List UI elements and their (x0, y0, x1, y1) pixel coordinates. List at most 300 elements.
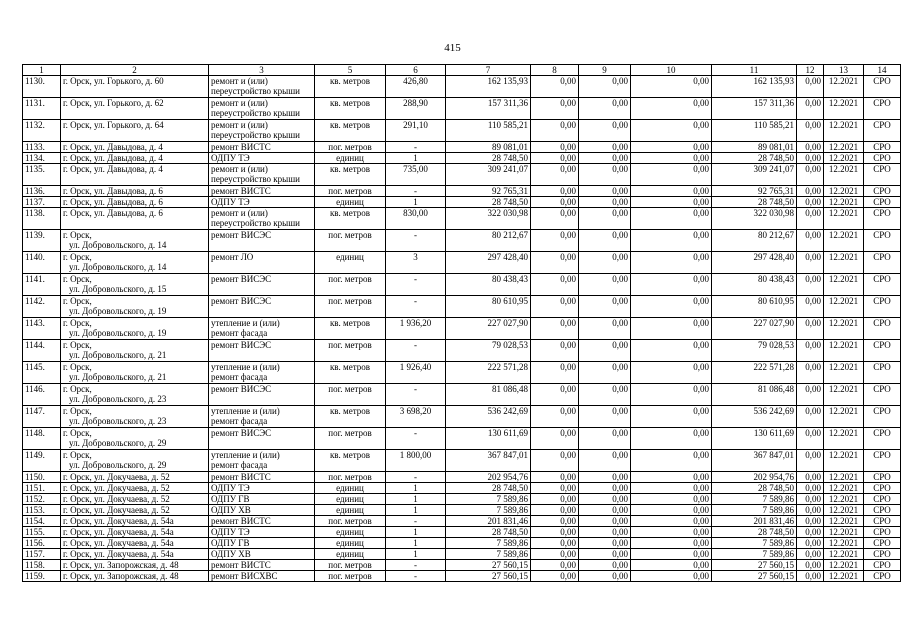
funding-source-cell: СРО (864, 340, 901, 362)
work-type-line: ремонт ВИСТС (211, 186, 271, 196)
funding-source-cell: СРО (864, 516, 901, 527)
total-cost-cell: 7 589,86 (446, 494, 531, 505)
address-line: ул. Добровольского, д. 15 (69, 284, 167, 294)
column-header: 2 (61, 65, 209, 76)
column-9-cell: 0,00 (579, 208, 631, 230)
work-type-cell (209, 483, 315, 494)
unit-cell: пог. метров (315, 230, 386, 252)
quantity-cell: 1 (386, 494, 446, 505)
column-9-cell: 0,00 (579, 549, 631, 560)
total-cost-cell: 28 748,50 (446, 483, 531, 494)
work-type-cell (209, 527, 315, 538)
work-type-line: ремонт фасада (211, 328, 268, 338)
work-type-line: переустройство крыши (211, 174, 300, 184)
address-cell (61, 549, 209, 560)
column-10-cell: 0,00 (631, 362, 712, 384)
table-row (23, 549, 901, 560)
unit-cell: единиц (315, 505, 386, 516)
funding-source-cell: СРО (864, 494, 901, 505)
work-type-line: ремонт и (или) (211, 208, 268, 218)
funding-source-cell: СРО (864, 428, 901, 450)
column-8-cell: 0,00 (531, 538, 579, 549)
column-9-cell: 0,00 (579, 494, 631, 505)
column-11-cell: 80 610,95 (712, 296, 797, 318)
table-row (23, 538, 901, 549)
unit-cell: единиц (315, 153, 386, 164)
column-header: 12 (797, 65, 824, 76)
work-type-cell (209, 505, 315, 516)
address-line: г. Орск, ул. Давыдова, д. 6 (63, 208, 163, 218)
column-11-cell: 322 030,98 (712, 208, 797, 230)
column-8-cell: 0,00 (531, 450, 579, 472)
column-9-cell: 0,00 (579, 142, 631, 153)
completion-date-cell: 12.2021 (824, 164, 864, 186)
funding-source-cell: СРО (864, 230, 901, 252)
work-type-cell (209, 450, 315, 472)
unit-cell: кв. метров (315, 76, 386, 98)
column-header: 8 (531, 65, 579, 76)
column-10-cell: 0,00 (631, 571, 712, 582)
unit-cell: единиц (315, 527, 386, 538)
column-8-cell: 0,00 (531, 76, 579, 98)
column-8-cell: 0,00 (531, 406, 579, 428)
column-11-cell: 130 611,69 (712, 428, 797, 450)
unit-cell: единиц (315, 197, 386, 208)
column-9-cell: 0,00 (579, 571, 631, 582)
unit-cell: кв. метров (315, 120, 386, 142)
address-line: г. Орск, ул. Запорожская, д. 48 (63, 560, 179, 570)
address-cell (61, 472, 209, 483)
funding-source-cell: СРО (864, 296, 901, 318)
row-number-cell: 1150. (23, 472, 61, 483)
address-cell (61, 186, 209, 197)
address-cell (61, 120, 209, 142)
column-9-cell: 0,00 (579, 362, 631, 384)
column-10-cell: 0,00 (631, 208, 712, 230)
funding-source-cell: СРО (864, 98, 901, 120)
unit-cell: пог. метров (315, 428, 386, 450)
column-10-cell: 0,00 (631, 76, 712, 98)
work-type-cell (209, 472, 315, 483)
column-8-cell: 0,00 (531, 142, 579, 153)
column-11-cell: 202 954,76 (712, 472, 797, 483)
column-11-cell: 157 311,36 (712, 98, 797, 120)
column-9-cell: 0,00 (579, 428, 631, 450)
unit-cell: кв. метров (315, 208, 386, 230)
column-8-cell: 0,00 (531, 120, 579, 142)
quantity-cell: 1 (386, 527, 446, 538)
table-row (23, 406, 901, 428)
completion-date-cell: 12.2021 (824, 318, 864, 340)
work-type-line: ремонт ВИСТС (211, 472, 271, 482)
quantity-cell: - (386, 571, 446, 582)
column-12-cell: 0,00 (797, 549, 824, 560)
address-line: г. Орск, ул. Горького, д. 62 (63, 98, 164, 108)
column-10-cell: 0,00 (631, 549, 712, 560)
row-number-cell: 1135. (23, 164, 61, 186)
address-line: ул. Добровольского, д. 14 (69, 262, 167, 272)
completion-date-cell: 12.2021 (824, 571, 864, 582)
completion-date-cell: 12.2021 (824, 208, 864, 230)
address-line: ул. Добровольского, д. 23 (69, 416, 167, 426)
column-12-cell: 0,00 (797, 428, 824, 450)
funding-source-cell: СРО (864, 549, 901, 560)
column-11-cell: 92 765,31 (712, 186, 797, 197)
column-9-cell: 0,00 (579, 505, 631, 516)
column-10-cell: 0,00 (631, 428, 712, 450)
work-type-line: ремонт ЛО (211, 252, 254, 262)
column-10-cell: 0,00 (631, 98, 712, 120)
address-cell (61, 153, 209, 164)
address-line: ул. Добровольского, д. 19 (69, 328, 167, 338)
column-12-cell: 0,00 (797, 120, 824, 142)
work-type-line: переустройство крыши (211, 108, 300, 118)
table-row (23, 472, 901, 483)
column-12-cell: 0,00 (797, 494, 824, 505)
column-12-cell: 0,00 (797, 340, 824, 362)
total-cost-cell: 222 571,28 (446, 362, 531, 384)
total-cost-cell: 80 212,67 (446, 230, 531, 252)
work-type-line: утепление и (или) (211, 450, 280, 460)
column-11-cell: 80 438,43 (712, 274, 797, 296)
funding-source-cell: СРО (864, 505, 901, 516)
table-row (23, 560, 901, 571)
total-cost-cell: 27 560,15 (446, 571, 531, 582)
column-11-cell: 536 242,69 (712, 406, 797, 428)
row-number-cell: 1151. (23, 483, 61, 494)
row-number-cell: 1148. (23, 428, 61, 450)
quantity-cell: 830,00 (386, 208, 446, 230)
completion-date-cell: 12.2021 (824, 252, 864, 274)
completion-date-cell: 12.2021 (824, 98, 864, 120)
address-line: г. Орск, ул. Давыдова, д. 4 (63, 153, 163, 163)
table-row (23, 186, 901, 197)
column-header: 10 (631, 65, 712, 76)
completion-date-cell: 12.2021 (824, 406, 864, 428)
table-row (23, 571, 901, 582)
column-11-cell: 80 212,67 (712, 230, 797, 252)
table-row (23, 450, 901, 472)
column-8-cell: 0,00 (531, 208, 579, 230)
column-10-cell: 0,00 (631, 483, 712, 494)
work-type-cell (209, 208, 315, 230)
address-cell (61, 527, 209, 538)
address-line: г. Орск, ул. Докучаева, д. 54а (63, 549, 174, 559)
completion-date-cell: 12.2021 (824, 340, 864, 362)
column-9-cell: 0,00 (579, 318, 631, 340)
column-8-cell: 0,00 (531, 164, 579, 186)
funding-source-cell: СРО (864, 406, 901, 428)
address-cell (61, 362, 209, 384)
address-line: г. Орск, ул. Докучаева, д. 52 (63, 505, 170, 515)
funding-source-cell: СРО (864, 571, 901, 582)
address-cell (61, 208, 209, 230)
work-type-cell (209, 252, 315, 274)
column-12-cell: 0,00 (797, 186, 824, 197)
column-9-cell: 0,00 (579, 560, 631, 571)
column-9-cell: 0,00 (579, 164, 631, 186)
column-header: 5 (315, 65, 386, 76)
row-number-cell: 1156. (23, 538, 61, 549)
work-type-line: ремонт ВИСЭС (211, 230, 272, 240)
funding-source-cell: СРО (864, 252, 901, 274)
column-8-cell: 0,00 (531, 230, 579, 252)
column-9-cell: 0,00 (579, 450, 631, 472)
work-type-line: ОДПУ ХВ (211, 549, 251, 559)
funding-source-cell: СРО (864, 318, 901, 340)
column-11-cell: 227 027,90 (712, 318, 797, 340)
address-line: ул. Добровольского, д. 14 (69, 240, 167, 250)
column-header: 14 (864, 65, 901, 76)
column-12-cell: 0,00 (797, 538, 824, 549)
work-type-line: ОДПУ ТЭ (211, 153, 250, 163)
total-cost-cell: 110 585,21 (446, 120, 531, 142)
address-cell (61, 340, 209, 362)
column-11-cell: 28 748,50 (712, 153, 797, 164)
work-type-line: ремонт ВИСХВС (211, 571, 278, 581)
table-row (23, 494, 901, 505)
column-11-cell: 27 560,15 (712, 560, 797, 571)
column-10-cell: 0,00 (631, 560, 712, 571)
column-9-cell: 0,00 (579, 186, 631, 197)
address-line: г. Орск, (63, 428, 92, 438)
column-11-cell: 297 428,40 (712, 252, 797, 274)
address-cell (61, 164, 209, 186)
column-9-cell: 0,00 (579, 230, 631, 252)
address-cell (61, 406, 209, 428)
column-8-cell: 0,00 (531, 252, 579, 274)
funding-source-cell: СРО (864, 450, 901, 472)
row-number-cell: 1154. (23, 516, 61, 527)
total-cost-cell: 80 438,43 (446, 274, 531, 296)
work-type-line: ремонт ВИСТС (211, 142, 271, 152)
work-type-line: ремонт фасада (211, 460, 268, 470)
column-header: 9 (579, 65, 631, 76)
address-line: г. Орск, (63, 450, 92, 460)
funding-source-cell: СРО (864, 197, 901, 208)
column-8-cell: 0,00 (531, 197, 579, 208)
work-type-line: ремонт ВИСЭС (211, 428, 272, 438)
column-9-cell: 0,00 (579, 197, 631, 208)
quantity-cell: 426,80 (386, 76, 446, 98)
address-line: ул. Добровольского, д. 29 (69, 438, 167, 448)
quantity-cell: 288,90 (386, 98, 446, 120)
unit-cell: кв. метров (315, 98, 386, 120)
address-line: ул. Добровольского, д. 21 (69, 372, 167, 382)
work-type-line: ОДПУ ТЭ (211, 483, 250, 493)
address-line: г. Орск, (63, 230, 92, 240)
column-8-cell: 0,00 (531, 571, 579, 582)
column-12-cell: 0,00 (797, 472, 824, 483)
column-12-cell: 0,00 (797, 153, 824, 164)
completion-date-cell: 12.2021 (824, 120, 864, 142)
quantity-cell: 1 (386, 483, 446, 494)
column-12-cell: 0,00 (797, 208, 824, 230)
column-8-cell: 0,00 (531, 362, 579, 384)
column-11-cell: 7 589,86 (712, 538, 797, 549)
row-number-cell: 1137. (23, 197, 61, 208)
row-number-cell: 1131. (23, 98, 61, 120)
work-type-cell (209, 197, 315, 208)
table-row (23, 142, 901, 153)
total-cost-cell: 28 748,50 (446, 153, 531, 164)
work-type-cell (209, 318, 315, 340)
column-9-cell: 0,00 (579, 98, 631, 120)
unit-cell: пог. метров (315, 274, 386, 296)
column-9-cell: 0,00 (579, 274, 631, 296)
address-line: г. Орск, ул. Докучаева, д. 52 (63, 494, 170, 504)
completion-date-cell: 12.2021 (824, 505, 864, 516)
address-line: ул. Добровольского, д. 23 (69, 394, 167, 404)
unit-cell: пог. метров (315, 472, 386, 483)
column-10-cell: 0,00 (631, 296, 712, 318)
address-cell (61, 483, 209, 494)
completion-date-cell: 12.2021 (824, 494, 864, 505)
quantity-cell: 1 926,40 (386, 362, 446, 384)
table-row (23, 197, 901, 208)
table-row (23, 384, 901, 406)
address-cell (61, 142, 209, 153)
address-line: г. Орск, ул. Докучаева, д. 52 (63, 483, 170, 493)
total-cost-cell: 7 589,86 (446, 505, 531, 516)
table-row (23, 527, 901, 538)
total-cost-cell: 162 135,93 (446, 76, 531, 98)
work-type-cell (209, 428, 315, 450)
row-number-cell: 1133. (23, 142, 61, 153)
total-cost-cell: 7 589,86 (446, 549, 531, 560)
work-type-line: утепление и (или) (211, 318, 280, 328)
total-cost-cell: 227 027,90 (446, 318, 531, 340)
table-row (23, 164, 901, 186)
column-8-cell: 0,00 (531, 472, 579, 483)
work-type-cell (209, 362, 315, 384)
total-cost-cell: 92 765,31 (446, 186, 531, 197)
quantity-cell: 3 (386, 252, 446, 274)
address-line: г. Орск, ул. Горького, д. 60 (63, 76, 164, 86)
work-type-cell (209, 406, 315, 428)
address-line: г. Орск, ул. Давыдова, д. 4 (63, 142, 163, 152)
unit-cell: единиц (315, 494, 386, 505)
column-12-cell: 0,00 (797, 362, 824, 384)
unit-cell: пог. метров (315, 296, 386, 318)
column-8-cell: 0,00 (531, 98, 579, 120)
row-number-cell: 1130. (23, 76, 61, 98)
work-type-cell (209, 560, 315, 571)
column-12-cell: 0,00 (797, 450, 824, 472)
total-cost-cell: 81 086,48 (446, 384, 531, 406)
work-type-line: ремонт ВИСЭС (211, 340, 272, 350)
address-line: г. Орск, (63, 406, 92, 416)
column-11-cell: 309 241,07 (712, 164, 797, 186)
table-row (23, 120, 901, 142)
column-12-cell: 0,00 (797, 76, 824, 98)
column-11-cell: 81 086,48 (712, 384, 797, 406)
address-line: ул. Добровольского, д. 21 (69, 350, 167, 360)
total-cost-cell: 367 847,01 (446, 450, 531, 472)
column-10-cell: 0,00 (631, 318, 712, 340)
address-line: г. Орск, ул. Горького, д. 64 (63, 120, 164, 130)
completion-date-cell: 12.2021 (824, 296, 864, 318)
column-10-cell: 0,00 (631, 230, 712, 252)
quantity-cell: - (386, 274, 446, 296)
address-cell (61, 197, 209, 208)
work-type-line: ремонт ВИСТС (211, 516, 271, 526)
total-cost-cell: 79 028,53 (446, 340, 531, 362)
column-11-cell: 7 589,86 (712, 505, 797, 516)
quantity-cell: 1 (386, 153, 446, 164)
work-type-cell (209, 549, 315, 560)
column-9-cell: 0,00 (579, 538, 631, 549)
column-12-cell: 0,00 (797, 98, 824, 120)
column-8-cell: 0,00 (531, 340, 579, 362)
completion-date-cell: 12.2021 (824, 549, 864, 560)
total-cost-cell: 202 954,76 (446, 472, 531, 483)
column-11-cell: 28 748,50 (712, 527, 797, 538)
funding-source-cell: СРО (864, 527, 901, 538)
work-type-cell (209, 164, 315, 186)
column-10-cell: 0,00 (631, 384, 712, 406)
work-type-line: переустройство крыши (211, 218, 300, 228)
column-10-cell: 0,00 (631, 505, 712, 516)
column-10-cell: 0,00 (631, 120, 712, 142)
funding-source-cell: СРО (864, 538, 901, 549)
total-cost-cell: 297 428,40 (446, 252, 531, 274)
table-row (23, 428, 901, 450)
column-8-cell: 0,00 (531, 549, 579, 560)
row-number-cell: 1147. (23, 406, 61, 428)
work-type-line: ремонт ВИСЭС (211, 384, 272, 394)
completion-date-cell: 12.2021 (824, 274, 864, 296)
quantity-cell: 1 (386, 197, 446, 208)
row-number-cell: 1139. (23, 230, 61, 252)
funding-source-cell: СРО (864, 153, 901, 164)
column-12-cell: 0,00 (797, 318, 824, 340)
row-number-cell: 1145. (23, 362, 61, 384)
column-11-cell: 162 135,93 (712, 76, 797, 98)
column-12-cell: 0,00 (797, 274, 824, 296)
column-11-cell: 110 585,21 (712, 120, 797, 142)
column-12-cell: 0,00 (797, 527, 824, 538)
column-10-cell: 0,00 (631, 142, 712, 153)
total-cost-cell: 80 610,95 (446, 296, 531, 318)
address-cell (61, 560, 209, 571)
column-10-cell: 0,00 (631, 197, 712, 208)
address-line: г. Орск, (63, 340, 92, 350)
funding-source-cell: СРО (864, 120, 901, 142)
table-row (23, 340, 901, 362)
table-row (23, 362, 901, 384)
address-line: г. Орск, (63, 362, 92, 372)
quantity-cell: 3 698,20 (386, 406, 446, 428)
work-type-cell (209, 571, 315, 582)
total-cost-cell: 157 311,36 (446, 98, 531, 120)
column-header: 3 (209, 65, 315, 76)
table-row (23, 98, 901, 120)
funding-source-cell: СРО (864, 560, 901, 571)
funding-source-cell: СРО (864, 164, 901, 186)
column-11-cell: 79 028,53 (712, 340, 797, 362)
completion-date-cell: 12.2021 (824, 428, 864, 450)
column-10-cell: 0,00 (631, 153, 712, 164)
work-type-cell (209, 142, 315, 153)
work-type-line: ремонт фасада (211, 416, 268, 426)
quantity-cell: 1 800,00 (386, 450, 446, 472)
work-type-line: ОДПУ ГВ (211, 494, 250, 504)
row-number-cell: 1158. (23, 560, 61, 571)
unit-cell: пог. метров (315, 384, 386, 406)
column-10-cell: 0,00 (631, 274, 712, 296)
address-line: г. Орск, (63, 318, 92, 328)
